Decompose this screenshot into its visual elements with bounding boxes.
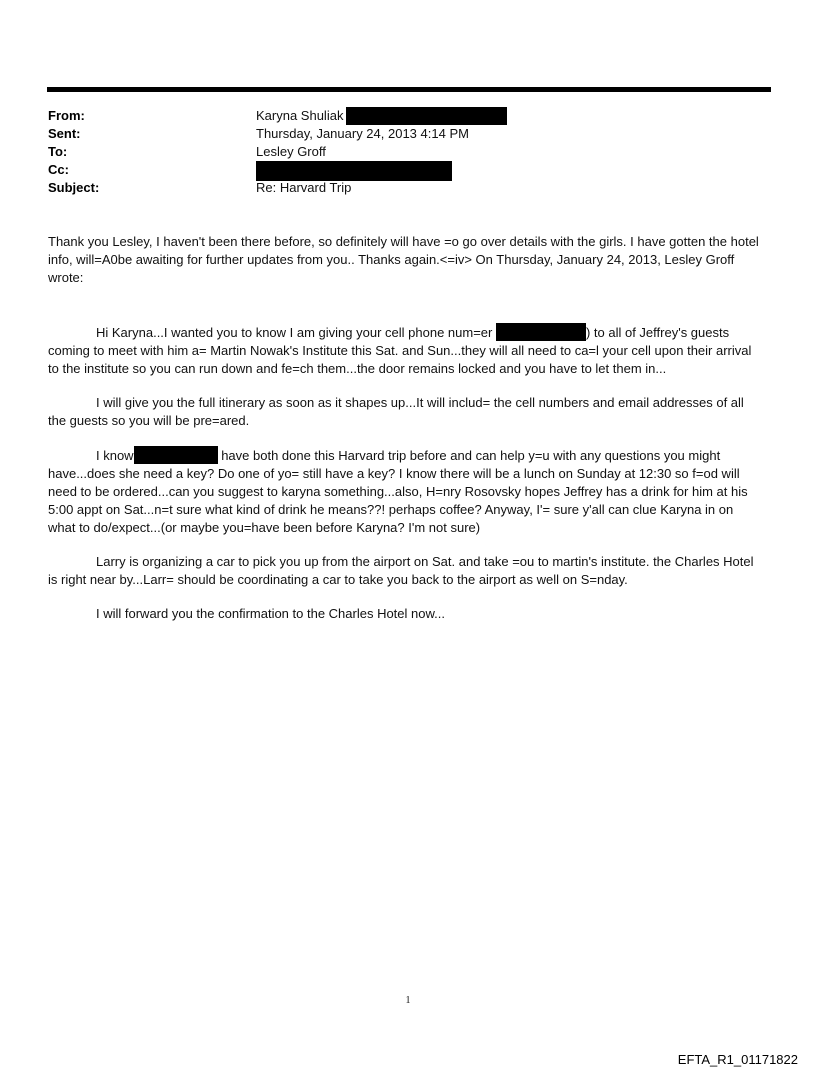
from-row xyxy=(48,107,748,125)
email-body xyxy=(48,233,760,639)
quoted-paragraph-4: Larry is organizing a car to pick you up from the airport on Sat. and take =ou to martin's institute. the Charles Hotel is right near by...Larr= should be coordinating a car to take you back to the airport as well on S=nday. xyxy=(48,554,754,587)
subject-value: Re: Harvard Trip xyxy=(256,180,352,195)
from-label: From: xyxy=(48,108,85,123)
document-id: EFTA_R1_01171822 xyxy=(677,1052,798,1067)
to-label: To: xyxy=(48,144,68,159)
paragraph-text: ) to all of Jeffrey's guests coming to meet with him a= Martin Nowak's Institute this Sat. and Sun...they will all need to ca=l your cell upon their arrival to the institute so you can run down and fe=ch them...the door remains locked and you have to let them in... xyxy=(48,325,752,376)
sent-row xyxy=(48,125,748,143)
redaction-bar xyxy=(346,107,507,125)
cc-label: Cc: xyxy=(48,162,69,177)
reply-paragraph: Thank you Lesley, I haven't been there before, so definitely will have =o go over details with the girls. I have gotten the hotel info, will=A0be awaiting for further updates from you.. Thanks again.<=iv> On Thursday, January 24, 2013, Lesley Groff wrote: xyxy=(48,234,759,285)
to-row xyxy=(48,143,748,161)
subject-label: Subject: xyxy=(48,180,100,195)
paragraph-text: I know xyxy=(96,448,134,463)
cc-row xyxy=(48,161,748,179)
sent-value: Thursday, January 24, 2013 4:14 PM xyxy=(256,126,469,141)
paragraph-text: Hi Karyna...I wanted you to know I am giving your cell phone num=er xyxy=(96,325,496,340)
from-name: Karyna Shuliak xyxy=(256,108,344,123)
page-number: 1 xyxy=(405,995,411,1006)
quoted-paragraph-5: I will forward you the confirmation to the Charles Hotel now... xyxy=(96,606,445,621)
header-rule xyxy=(47,87,771,92)
to-value: Lesley Groff xyxy=(256,144,326,159)
redaction-bar xyxy=(496,323,586,341)
paragraph-text: have both done this Harvard trip before and can help y=u with any questions you might have...does she need a key? Do one of yo= still have a key? I know there will be a lunch on Sunday at 12:30 so f=od will need to be ordered...can you suggest to karyna something...also, H=nry Rosovsky hopes Jeffrey has a drink for him at his 5:00 appt on Sat...n=t sure what kind of drink he means??! perhaps coffee? Anyway, I'= sure y'all can clue Karyna in on what to do/expect...(or maybe you=have been before Karyna? I'm not sure) xyxy=(48,448,748,535)
quoted-paragraph-3 xyxy=(48,446,760,537)
subject-row xyxy=(48,179,748,197)
from-value xyxy=(256,107,507,125)
quoted-paragraph-2: I will give you the full itinerary as soon as it shapes up...It will includ= the cell numbers and email addresses of all the guests so you will be pre=ared. xyxy=(48,395,744,428)
quoted-paragraph-1 xyxy=(48,323,760,378)
redaction-bar xyxy=(134,446,218,464)
sent-label: Sent: xyxy=(48,126,81,141)
cc-value xyxy=(256,161,452,181)
redaction-bar xyxy=(256,161,452,181)
email-header xyxy=(48,107,748,197)
